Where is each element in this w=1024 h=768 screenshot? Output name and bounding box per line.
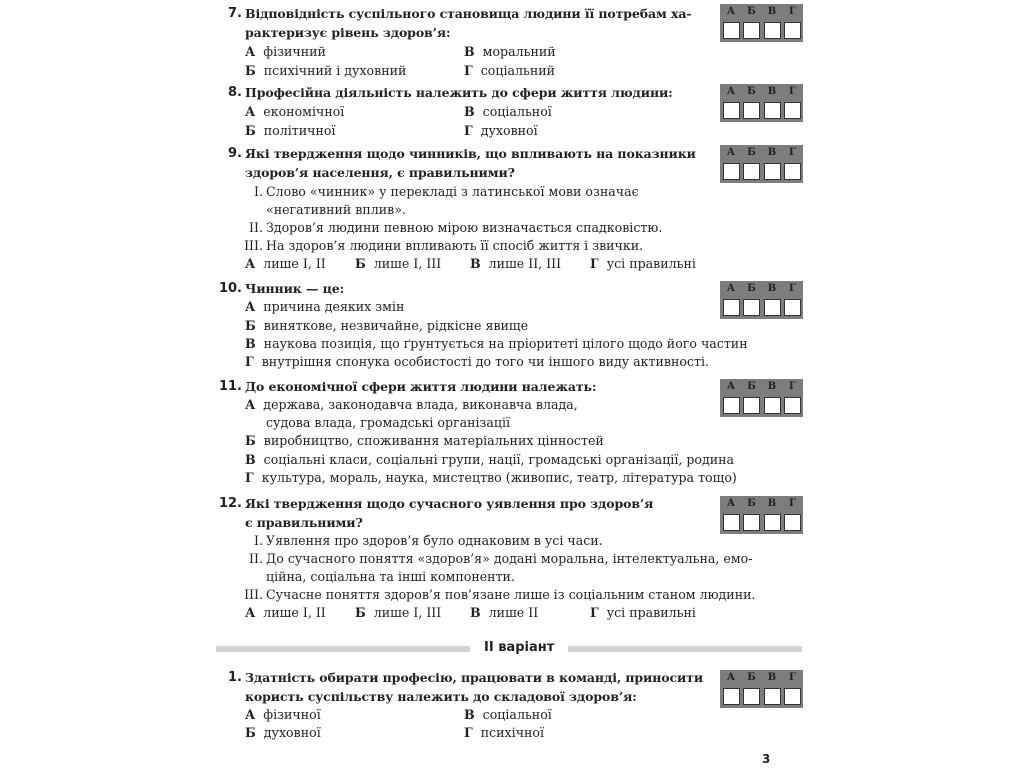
option-g: Г внутрішня спонука особистості до того чи іншого виду активності. [245,354,709,369]
answer-checkbox[interactable] [764,22,781,39]
answer-checkbox[interactable] [743,102,760,119]
statement-text: ційна, соціальна та інші компоненти. [266,569,515,584]
option-a: А причина деяких змін [245,299,405,314]
grid-header-letter: Б [747,672,756,683]
option-a: А економічної [245,104,345,119]
option-v: В наукова позиція, що ґрунтується на пріоритеті цілого щодо його частин [245,336,748,351]
question-number: 10. [218,281,242,296]
answer-checkbox[interactable] [764,163,781,180]
grid-header-letter: В [767,86,777,97]
question-text-cont: здоров’я населення, є правильними? [245,165,515,180]
option-v: В соціальної [464,104,552,119]
option-b: Б виняткове, незвичайне, рідкісне явище [245,318,529,333]
statement-numeral: I. [254,184,263,199]
grid-header-letter: В [767,6,777,17]
grid-header-letter: Б [747,86,756,97]
grid-header-letter: Г [789,6,796,17]
option-g: Г культура, мораль, наука, мистецтво (живопис, театр, література тощо) [245,470,737,485]
statement-numeral: I. [254,533,263,548]
option-g: Г усі правильні [590,256,696,271]
answer-checkbox[interactable] [784,102,801,119]
answer-checkbox[interactable] [784,514,801,531]
grid-header-letter: А [726,672,736,683]
grid-header-letter: Б [747,381,756,392]
option-b: Б психічний і духовний [245,63,407,78]
grid-header-letter: Г [789,283,796,294]
grid-header-letter: Б [747,147,756,158]
answer-grid-v2q1 [720,670,803,708]
option-a: А лише I, II [245,256,326,271]
option-v: В лише II [470,605,539,620]
option-a: А лише I, II [245,605,326,620]
grid-header-letter: Б [747,283,756,294]
question-text: Професійна діяльність належить до сфери життя людини: [245,85,673,100]
question-text-cont: є правильними? [245,515,363,530]
grid-header-letter: В [767,381,777,392]
grid-header-letter: А [726,283,736,294]
question-number: 12. [218,496,242,511]
answer-grid-q11 [720,379,803,417]
question-number: 1. [228,670,242,685]
grid-header-letter: Г [789,381,796,392]
grid-header-letter: В [767,672,777,683]
statement-numeral: III. [244,587,263,602]
statement-text: На здоров’я людини впливають її спосіб життя і звички. [266,238,644,253]
answer-checkbox[interactable] [723,299,740,316]
answer-checkbox[interactable] [764,514,781,531]
question-text-cont: користь суспільству належить до складової здоров’я: [245,689,637,704]
question-text: Чинник — це: [245,281,345,296]
answer-grid-q8 [720,84,803,122]
option-b: Б духовної [245,725,321,740]
option-b: Б лише I, III [355,256,442,271]
answer-checkbox[interactable] [784,163,801,180]
statement-text: До сучасного поняття «здоров’я» додані моральна, інтелектуальна, емо- [266,551,753,566]
option-a: А фізичний [245,44,326,59]
option-g: Г соціальний [464,63,556,78]
answer-checkbox[interactable] [743,299,760,316]
option-a: А держава, законодавча влада, виконавча влада, [245,397,578,412]
answer-grid-q12 [720,496,803,534]
grid-header-letter: Б [747,498,756,509]
statement-text: Здоров’я людини певною мірою визначається спадковістю. [266,220,663,235]
grid-header-letter: Г [789,147,796,158]
answer-checkbox[interactable] [743,514,760,531]
option-v: В лише II, III [470,256,562,271]
grid-header-letter: Б [747,6,756,17]
question-number: 11. [218,379,242,394]
answer-checkbox[interactable] [764,102,781,119]
question-text: Відповідність суспільного становища людини її потребам ха- [245,6,692,21]
grid-header-letter: А [726,147,736,158]
answer-grid-q10 [720,281,803,319]
grid-header-letter: А [726,6,736,17]
question-number: 8. [228,85,242,100]
option-v: В соціальні класи, соціальні групи, нації, громадські організації, родина [245,452,735,467]
question-text: Які твердження щодо чинників, що впливають на показники [245,146,696,161]
option-a: А фізичної [245,707,321,722]
grid-header-letter: В [767,283,777,294]
page-number: 3 [762,752,771,766]
option-a-cont: судова влада, громадські організації [266,415,511,430]
statement-text: Слово «чинник» у перекладі з латинської мови означає [266,184,639,199]
statement-text: «негативний вплив». [266,202,406,217]
answer-checkbox[interactable] [784,688,801,705]
answer-checkbox[interactable] [723,163,740,180]
answer-checkbox[interactable] [743,397,760,414]
option-v: В моральний [464,44,556,59]
statement-numeral: II. [249,551,263,566]
option-g: Г усі правильні [590,605,696,620]
answer-grid-q9 [720,145,803,183]
grid-header-letter: Г [789,672,796,683]
answer-grid-q7 [720,4,803,42]
grid-header-letter: В [767,147,777,158]
variant-heading: II варіант [470,638,568,658]
option-b: Б виробництво, споживання матеріальних цінностей [245,433,604,448]
answer-checkbox[interactable] [784,299,801,316]
question-number: 9. [228,146,242,161]
answer-checkbox[interactable] [723,688,740,705]
statement-numeral: II. [249,220,263,235]
answer-checkbox[interactable] [743,163,760,180]
question-text: Які твердження щодо сучасного уявлення про здоров’я [245,496,654,511]
answer-checkbox[interactable] [723,514,740,531]
grid-header-letter: А [726,498,736,509]
answer-checkbox[interactable] [743,22,760,39]
answer-checkbox[interactable] [784,397,801,414]
grid-header-letter: Г [789,498,796,509]
option-v: В соціальної [464,707,552,722]
option-b: Б лише I, III [355,605,442,620]
option-b: Б політичної [245,123,336,138]
grid-header-letter: В [767,498,777,509]
answer-checkbox[interactable] [764,688,781,705]
answer-checkbox[interactable] [723,22,740,39]
question-text: Здатність обирати професію, працювати в команді, приносити [245,670,704,685]
question-number: 7. [228,6,242,21]
statement-numeral: III. [244,238,263,253]
answer-checkbox[interactable] [784,22,801,39]
answer-checkbox[interactable] [723,102,740,119]
answer-checkbox[interactable] [764,299,781,316]
answer-checkbox[interactable] [743,688,760,705]
statement-text: Сучасне поняття здоров’я пов’язане лише із соціальним станом людини. [266,587,756,602]
option-g: Г духовної [464,123,538,138]
answer-checkbox[interactable] [723,397,740,414]
grid-header-letter: А [726,86,736,97]
question-text: До економічної сфери життя людини належать: [245,379,597,394]
answer-checkbox[interactable] [764,397,781,414]
question-text-cont: рактеризує рівень здоров’я: [245,25,451,40]
grid-header-letter: Г [789,86,796,97]
statement-text: Уявлення про здоров’я було однаковим в усі часи. [266,533,603,548]
option-g: Г психічної [464,725,545,740]
grid-header-letter: А [726,381,736,392]
